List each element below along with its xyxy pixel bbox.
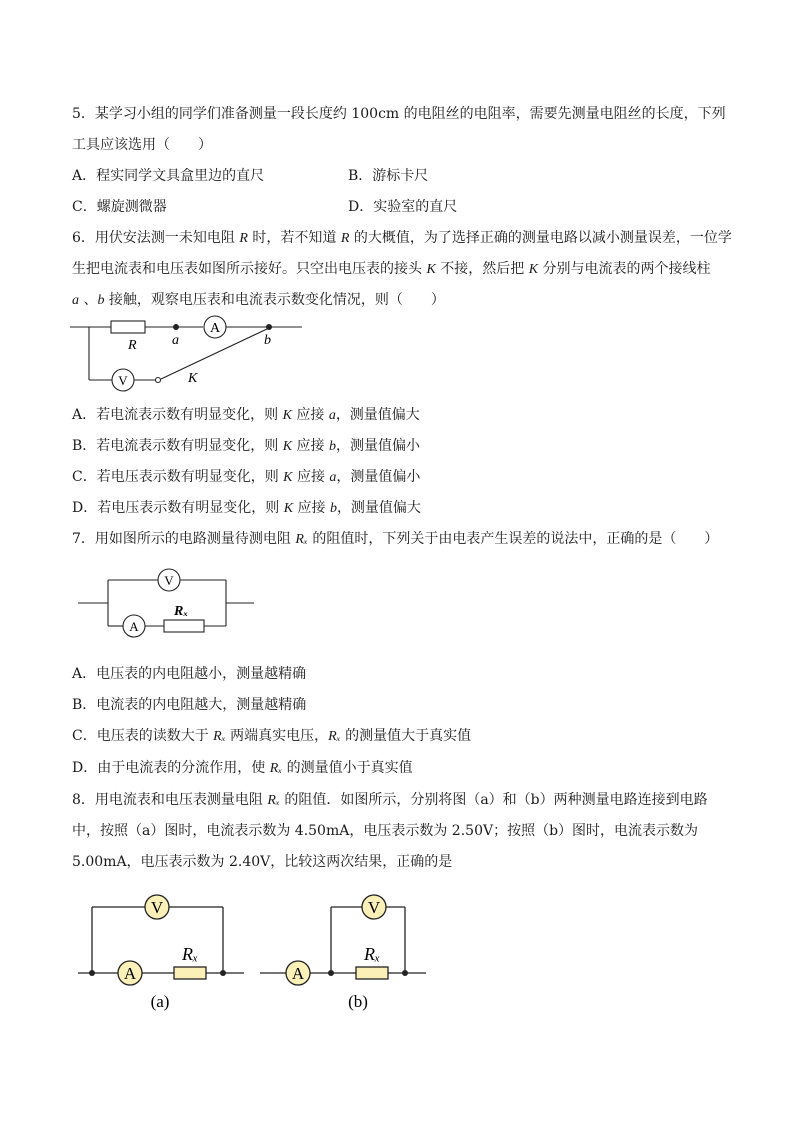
q8-stem-line3: 5.00mA，电压表示数为 2.40V，比较这两次结果，正确的是 xyxy=(72,854,453,870)
q6-circuit-diagram xyxy=(70,316,310,394)
q6-voltmeter-label: V xyxy=(118,373,128,388)
q5-option-b: B．游标卡尺 xyxy=(348,168,429,184)
q7-ammeter-label: A xyxy=(129,619,139,634)
q5-option-a: A．程实同学文具盒里边的直尺 xyxy=(72,168,265,184)
q7-option-d: D．由于电流表的分流作用，使 Rₓ 的测量值小于真实值 xyxy=(72,760,413,776)
q7-option-c: C．电压表的读数大于 Rₓ 两端真实电压，Rₓ 的测量值大于真实值 xyxy=(72,728,472,744)
q6-switch-k-label: K xyxy=(188,371,198,386)
q8-stem-line1: 8．用电流表和电压表测量电阻 Rₓ 的阻值．如图所示，分别将图（a）和（b）两种测量电路连接到电路 xyxy=(72,792,708,808)
q8b-caption: (b) xyxy=(348,992,368,1011)
q7-voltmeter-label: V xyxy=(164,573,174,588)
q6-node-b-label: b xyxy=(264,333,271,348)
q7-option-a: A．电压表的内电阻越小，测量越精确 xyxy=(72,666,307,682)
q8-circuit-b xyxy=(260,890,430,1016)
q6-option-b: B．若电流表示数有明显变化，则 K 应接 b，测量值偏小 xyxy=(72,438,420,454)
q7-rx-label: Rₓ xyxy=(174,604,189,619)
q6-stem-line2: 生把电流表和电压表如图所示接好。只空出电压表的接头 K 不接，然后把 K 分别与电流表的两个接线柱 xyxy=(72,261,711,277)
q8a-rx-label: Rₓ xyxy=(182,944,199,964)
q6-resistor-label: R xyxy=(128,338,137,353)
q5-stem-line2: 工具应该选用（ ） xyxy=(72,137,212,153)
q8a-caption: (a) xyxy=(150,992,170,1011)
q5-option-c: C．螺旋测微器 xyxy=(72,199,167,215)
q7-stem-line1: 7．用如图所示的电路测量待测电阻 Rₓ 的阻值时，下列关于由电表产生误差的说法中，正确的是（ ） xyxy=(72,531,719,547)
q8-stem-line2: 中，按照（a）图时，电流表示数为 4.50mA，电压表示数为 2.50V；按照（b）图时，电流表示数为 xyxy=(72,823,699,839)
q8-circuit-a xyxy=(78,890,248,1016)
q8b-ammeter-label: A xyxy=(291,964,305,983)
q8b-rx-label: Rₓ xyxy=(364,944,381,964)
q5-option-d: D．实验室的直尺 xyxy=(348,199,458,215)
q7-circuit-diagram xyxy=(78,566,258,638)
q8b-voltmeter-label: V xyxy=(367,898,381,917)
q8a-voltmeter-label: V xyxy=(150,898,164,917)
q6-stem-line1: 6．用伏安法测一未知电阻 R 时，若不知道 R 的大概值，为了选择正确的测量电路以减小测量误差，一位学 xyxy=(72,230,732,246)
q6-option-a: A．若电流表示数有明显变化，则 K 应接 a，测量值偏大 xyxy=(72,407,420,423)
q6-stem-line3: a 、b 接触，观察电压表和电流表示数变化情况，则（ ） xyxy=(72,292,445,308)
q6-ammeter-label: A xyxy=(209,321,221,336)
q6-node-a-label: a xyxy=(172,333,179,348)
q6-option-d: D．若电压表示数有明显变化，则 K 应接 b，测量值偏大 xyxy=(72,500,421,516)
q8a-ammeter-label: A xyxy=(123,964,137,983)
q5-stem-line1: 5．某学习小组的同学们准备测量一段长度约 100cm 的电阻丝的电阻率，需要先测量电阻丝的长度，下列 xyxy=(72,106,726,122)
q6-option-c: C．若电压表示数有明显变化，则 K 应接 a，测量值偏小 xyxy=(72,469,421,485)
q7-option-b: B．电流表的内电阻越大，测量越精确 xyxy=(72,697,307,713)
